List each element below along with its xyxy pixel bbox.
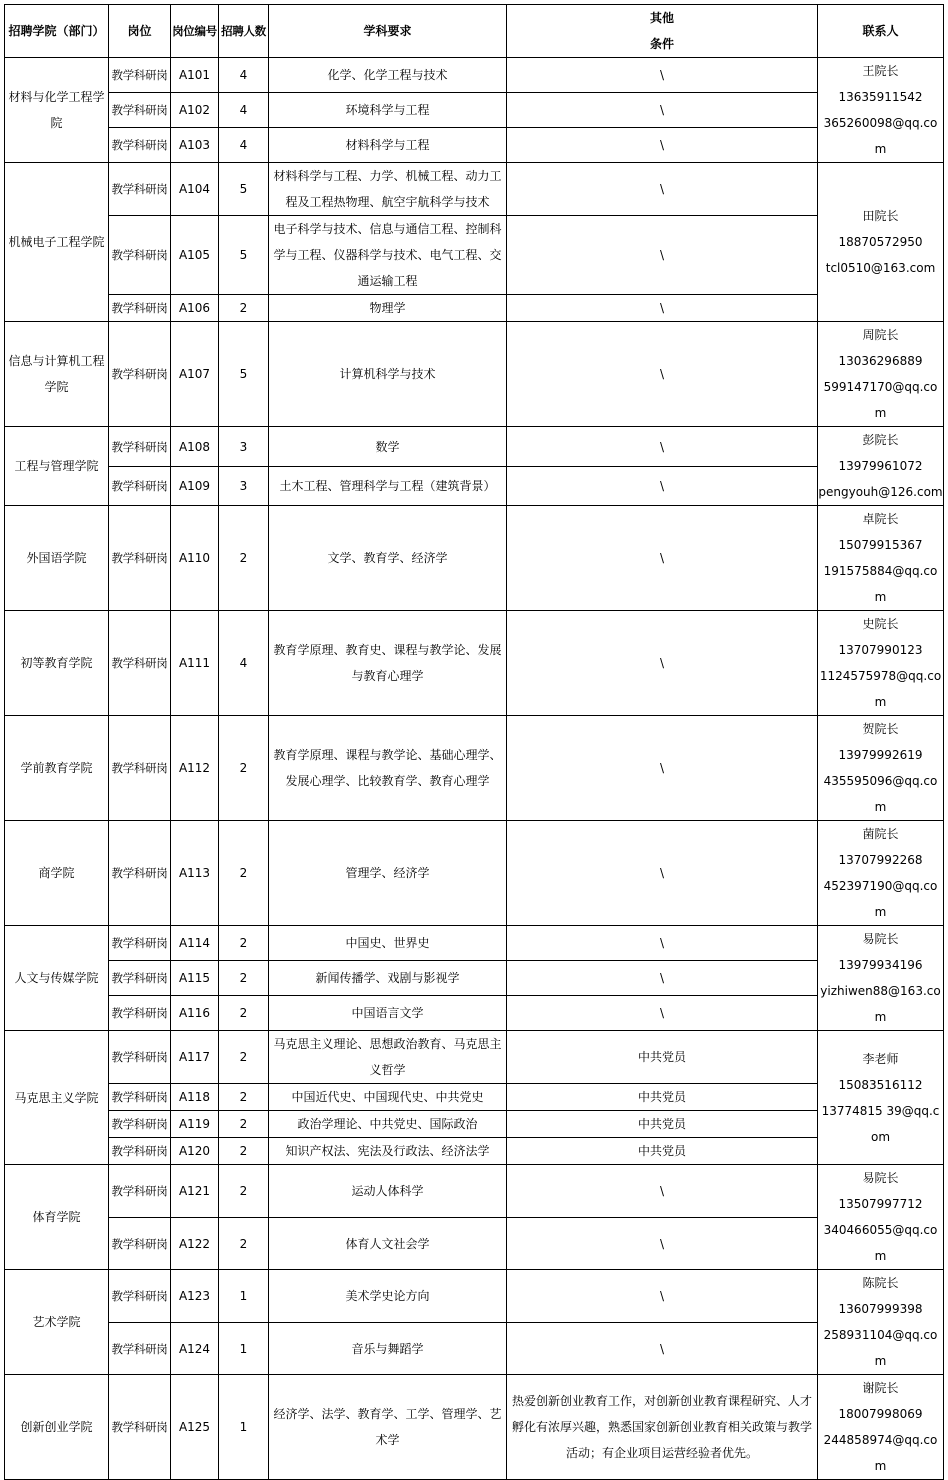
contact-email: 244858974@qq.com (823, 1433, 938, 1473)
other-cell: \ (507, 611, 818, 716)
position-cell: 教学科研岗 (109, 93, 171, 128)
contact-name: 易院长 (862, 932, 899, 946)
contact-email: 452397190@qq.com (823, 879, 938, 919)
count-cell: 5 (219, 322, 269, 427)
other-cell: \ (507, 996, 818, 1031)
college-cell: 马克思主义学院 (5, 1031, 109, 1165)
table-row (5, 996, 944, 1031)
college-cell: 学前教育学院 (5, 716, 109, 821)
count-cell: 5 (219, 216, 269, 295)
subject-cell: 数学 (269, 427, 507, 467)
code-cell: A110 (171, 506, 219, 611)
count-cell: 4 (219, 128, 269, 163)
code-cell: A107 (171, 322, 219, 427)
contact-phone: 13607999398 (838, 1302, 923, 1316)
code-cell: A125 (171, 1375, 219, 1480)
contact-email: 1124575978@qq.com (819, 669, 942, 709)
code-cell: A114 (171, 926, 219, 961)
code-cell: A109 (171, 467, 219, 506)
position-cell: 教学科研岗 (109, 996, 171, 1031)
other-cell: 中共党员 (507, 1031, 818, 1084)
contact-phone: 13507997712 (838, 1197, 923, 1211)
contact-phone: 18870572950 (838, 235, 923, 249)
contact-phone: 15083516112 (838, 1077, 923, 1092)
subject-cell: 管理学、经济学 (269, 821, 507, 926)
contact-phone: 13635911542 (838, 90, 923, 104)
subject-cell: 环境科学与工程 (269, 93, 507, 128)
contact-email: 365260098@qq.com (823, 116, 938, 156)
contact-email: 258931104@qq.com (823, 1328, 938, 1368)
count-cell: 2 (219, 1111, 269, 1138)
contact-email: 435595096@qq.com (823, 774, 938, 814)
code-cell: A117 (171, 1031, 219, 1084)
count-cell: 4 (219, 93, 269, 128)
subject-cell: 知识产权法、宪法及行政法、经济法学 (269, 1138, 507, 1165)
count-cell: 2 (219, 926, 269, 961)
other-cell: \ (507, 506, 818, 611)
subject-cell: 中国近代史、中国现代史、中共党史 (269, 1084, 507, 1111)
count-cell: 2 (219, 716, 269, 821)
other-cell: \ (507, 295, 818, 322)
table-row (5, 1323, 944, 1375)
position-cell: 教学科研岗 (109, 926, 171, 961)
code-cell: A106 (171, 295, 219, 322)
position-cell: 教学科研岗 (109, 128, 171, 163)
other-cell: \ (507, 926, 818, 961)
contact-name: 史院长 (862, 617, 899, 631)
subject-cell: 音乐与舞蹈学 (269, 1323, 507, 1375)
table-row (5, 1375, 944, 1480)
subject-cell: 计算机科学与技术 (269, 322, 507, 427)
position-cell: 教学科研岗 (109, 1138, 171, 1165)
contact-email: 191575884@qq.com (823, 564, 938, 604)
contact-name: 王院长 (862, 64, 899, 78)
position-cell: 教学科研岗 (109, 1165, 171, 1218)
subject-cell: 中国语言文学 (269, 996, 507, 1031)
table-row (5, 961, 944, 996)
position-cell: 教学科研岗 (109, 58, 171, 93)
table-row (5, 93, 944, 128)
count-cell: 2 (219, 1031, 269, 1084)
contact-name: 李老师 (862, 1051, 899, 1066)
header-subject: 学科要求 (269, 5, 507, 58)
position-cell: 教学科研岗 (109, 1323, 171, 1375)
other-cell: 中共党员 (507, 1084, 818, 1111)
count-cell: 4 (219, 611, 269, 716)
header-other-line1: 其他 (649, 11, 674, 25)
contact-email: 340466055@qq.com (823, 1223, 938, 1263)
college-cell: 创新创业学院 (5, 1375, 109, 1480)
subject-cell: 物理学 (269, 295, 507, 322)
position-cell: 教学科研岗 (109, 295, 171, 322)
position-cell: 教学科研岗 (109, 427, 171, 467)
contact-name: 菌院长 (862, 827, 899, 841)
table-row (5, 1218, 944, 1270)
position-cell: 教学科研岗 (109, 1111, 171, 1138)
code-cell: A105 (171, 216, 219, 295)
contact-name: 易院长 (862, 1171, 899, 1185)
position-cell: 教学科研岗 (109, 961, 171, 996)
count-cell: 2 (219, 996, 269, 1031)
count-cell: 2 (219, 821, 269, 926)
subject-cell: 材料科学与工程 (269, 128, 507, 163)
subject-cell: 教育学原理、课程与教学论、基础心理学、发展心理学、比较教育学、教育心理学 (269, 716, 507, 821)
contact-phone: 13979961072 (838, 459, 923, 473)
contact-name: 陈院长 (862, 1276, 899, 1290)
subject-cell: 化学、化学工程与技术 (269, 58, 507, 93)
header-contact: 联系人 (818, 5, 944, 58)
contact-phone: 13979934196 (838, 958, 923, 972)
count-cell: 1 (219, 1323, 269, 1375)
contact-cell (818, 427, 944, 506)
count-cell: 2 (219, 961, 269, 996)
code-cell: A115 (171, 961, 219, 996)
subject-cell: 中国史、世界史 (269, 926, 507, 961)
contact-name: 田院长 (862, 209, 899, 223)
position-cell: 教学科研岗 (109, 216, 171, 295)
contact-name: 周院长 (862, 328, 899, 342)
table-row (5, 1165, 944, 1218)
subject-cell: 美术学史论方向 (269, 1270, 507, 1323)
position-cell: 教学科研岗 (109, 1084, 171, 1111)
table-row (5, 926, 944, 961)
code-cell: A116 (171, 996, 219, 1031)
contact-cell (818, 1375, 944, 1480)
position-cell: 教学科研岗 (109, 611, 171, 716)
code-cell: A119 (171, 1111, 219, 1138)
code-cell: A102 (171, 93, 219, 128)
table-row (5, 716, 944, 821)
subject-cell: 文学、教育学、经济学 (269, 506, 507, 611)
table-row (5, 1270, 944, 1323)
other-cell: \ (507, 128, 818, 163)
college-cell: 外国语学院 (5, 506, 109, 611)
college-cell: 工程与管理学院 (5, 427, 109, 506)
position-cell: 教学科研岗 (109, 467, 171, 506)
other-cell: 热爱创新创业教育工作，对创新创业教育课程研究、人才孵化有浓厚兴趣，熟悉国家创新创业教育相关政策与教学活动；有企业项目运营经验者优先。 (507, 1375, 818, 1480)
contact-phone: 13707992268 (838, 853, 923, 867)
other-cell: 中共党员 (507, 1138, 818, 1165)
position-cell: 教学科研岗 (109, 163, 171, 216)
contact-cell (818, 1165, 944, 1270)
contact-phone: 13707990123 (838, 643, 923, 657)
position-cell: 教学科研岗 (109, 322, 171, 427)
table-row (5, 163, 944, 216)
contact-phone: 15079915367 (838, 538, 923, 552)
count-cell: 2 (219, 506, 269, 611)
contact-name: 贺院长 (862, 722, 899, 736)
count-cell: 2 (219, 1084, 269, 1111)
other-cell: \ (507, 93, 818, 128)
table-row (5, 427, 944, 467)
other-cell: 中共党员 (507, 1111, 818, 1138)
contact-cell (818, 506, 944, 611)
table-row (5, 611, 944, 716)
code-cell: A118 (171, 1084, 219, 1111)
header-other (507, 5, 818, 58)
subject-cell: 体育人文社会学 (269, 1218, 507, 1270)
table-row (5, 1031, 944, 1084)
code-cell: A101 (171, 58, 219, 93)
count-cell: 4 (219, 58, 269, 93)
code-cell: A124 (171, 1323, 219, 1375)
subject-cell: 电子科学与技术、信息与通信工程、控制科学与工程、仪器科学与技术、电气工程、交通运输工程 (269, 216, 507, 295)
position-cell: 教学科研岗 (109, 1218, 171, 1270)
count-cell: 1 (219, 1270, 269, 1323)
table-row (5, 58, 944, 93)
contact-cell (818, 58, 944, 163)
college-cell: 材料与化学工程学院 (5, 58, 109, 163)
subject-cell: 经济学、法学、教育学、工学、管理学、艺术学 (269, 1375, 507, 1480)
code-cell: A103 (171, 128, 219, 163)
count-cell: 1 (219, 1375, 269, 1480)
contact-cell (818, 163, 944, 322)
code-cell: A112 (171, 716, 219, 821)
code-cell: A121 (171, 1165, 219, 1218)
college-cell: 艺术学院 (5, 1270, 109, 1375)
count-cell: 2 (219, 1218, 269, 1270)
contact-name: 彭院长 (862, 433, 899, 447)
contact-email: yizhiwen88@163.com (820, 984, 941, 1024)
other-cell: \ (507, 163, 818, 216)
code-cell: A111 (171, 611, 219, 716)
count-cell: 3 (219, 427, 269, 467)
other-cell: \ (507, 216, 818, 295)
contact-cell (818, 1270, 944, 1375)
header-row (5, 5, 944, 58)
other-cell: \ (507, 58, 818, 93)
code-cell: A108 (171, 427, 219, 467)
subject-cell: 马克思主义理论、思想政治教育、马克思主义哲学 (269, 1031, 507, 1084)
contact-email: pengyouh@126.com (818, 485, 943, 499)
position-cell: 教学科研岗 (109, 1270, 171, 1323)
subject-cell: 土木工程、管理科学与工程（建筑背景） (269, 467, 507, 506)
count-cell: 2 (219, 295, 269, 322)
code-cell: A120 (171, 1138, 219, 1165)
code-cell: A122 (171, 1218, 219, 1270)
header-position: 岗位 (109, 5, 171, 58)
header-other-line2: 条件 (649, 37, 674, 51)
other-cell: \ (507, 427, 818, 467)
contact-email: tcl0510@163.com (825, 261, 936, 275)
table-row (5, 128, 944, 163)
subject-cell: 运动人体科学 (269, 1165, 507, 1218)
code-cell: A104 (171, 163, 219, 216)
position-cell: 教学科研岗 (109, 821, 171, 926)
contact-email: 13774815 39@qq.com (821, 1103, 940, 1144)
count-cell: 2 (219, 1165, 269, 1218)
code-cell: A113 (171, 821, 219, 926)
subject-cell: 材料科学与工程、力学、机械工程、动力工程及工程热物理、航空宇航科学与技术 (269, 163, 507, 216)
table-row (5, 1111, 944, 1138)
position-cell: 教学科研岗 (109, 1375, 171, 1480)
contact-name: 卓院长 (862, 512, 899, 526)
other-cell: \ (507, 1270, 818, 1323)
college-cell: 初等教育学院 (5, 611, 109, 716)
position-cell: 教学科研岗 (109, 1031, 171, 1084)
subject-cell: 教育学原理、教育史、课程与教学论、发展与教育心理学 (269, 611, 507, 716)
subject-cell: 政治学理论、中共党史、国际政治 (269, 1111, 507, 1138)
table-row (5, 1084, 944, 1111)
table-row (5, 506, 944, 611)
header-code: 岗位编号 (171, 5, 219, 58)
table-row (5, 216, 944, 295)
contact-phone: 13979992619 (838, 748, 923, 762)
recruitment-table (4, 4, 944, 1480)
contact-cell (818, 821, 944, 926)
other-cell: \ (507, 467, 818, 506)
position-cell: 教学科研岗 (109, 506, 171, 611)
table-row (5, 1138, 944, 1165)
college-cell: 体育学院 (5, 1165, 109, 1270)
contact-cell (818, 611, 944, 716)
header-college: 招聘学院（部门） (5, 5, 109, 58)
count-cell: 3 (219, 467, 269, 506)
count-cell: 2 (219, 1138, 269, 1165)
contact-cell (818, 716, 944, 821)
contact-name: 谢院长 (862, 1381, 899, 1395)
position-cell: 教学科研岗 (109, 716, 171, 821)
contact-phone: 13036296889 (838, 354, 923, 368)
contact-cell (818, 322, 944, 427)
college-cell: 机械电子工程学院 (5, 163, 109, 322)
other-cell: \ (507, 322, 818, 427)
contact-email: 599147170@qq.com (823, 380, 938, 420)
other-cell: \ (507, 716, 818, 821)
table-row (5, 467, 944, 506)
contact-phone: 18007998069 (838, 1407, 923, 1421)
college-cell: 人文与传媒学院 (5, 926, 109, 1031)
other-cell: \ (507, 1323, 818, 1375)
table-row (5, 295, 944, 322)
other-cell: \ (507, 821, 818, 926)
contact-cell (818, 1031, 944, 1165)
contact-cell (818, 926, 944, 1031)
subject-cell: 新闻传播学、戏剧与影视学 (269, 961, 507, 996)
other-cell: \ (507, 1165, 818, 1218)
code-cell: A123 (171, 1270, 219, 1323)
header-count: 招聘人数 (219, 5, 269, 58)
table-row (5, 322, 944, 427)
other-cell: \ (507, 1218, 818, 1270)
other-cell: \ (507, 961, 818, 996)
table-row (5, 821, 944, 926)
count-cell: 5 (219, 163, 269, 216)
college-cell: 商学院 (5, 821, 109, 926)
college-cell: 信息与计算机工程学院 (5, 322, 109, 427)
